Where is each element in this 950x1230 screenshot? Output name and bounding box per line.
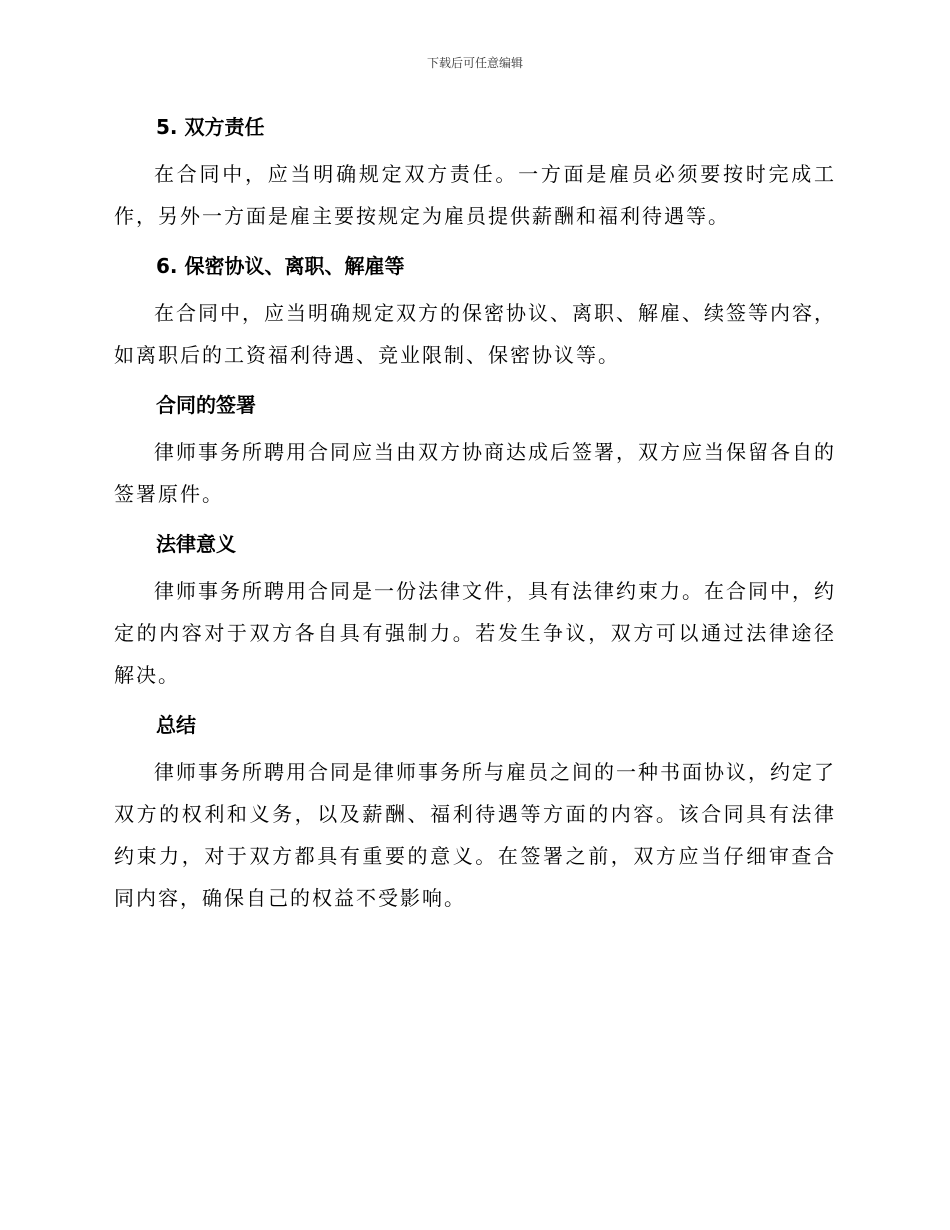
section-legal-significance (114, 528, 836, 696)
section-heading: 6. 保密协议、离职、解雇等 (156, 254, 405, 278)
section-heading: 5. 双方责任 (156, 115, 265, 139)
page-header: 下载后可任意编辑 (426, 56, 523, 70)
section-paragraph: 律师事务所聘用合同应当由双方协商达成后签署，双方应当保留各自的签署原件。 (114, 440, 836, 506)
document-body (114, 111, 836, 932)
section-paragraph: 在合同中，应当明确规定双方的保密协议、离职、解雇、续签等内容，如离职后的工资福利待遇、竞业限制、保密协议等。 (114, 301, 836, 367)
section-confidentiality (114, 250, 836, 376)
section-heading: 法律意义 (156, 532, 236, 556)
section-heading: 总结 (156, 713, 196, 737)
section-paragraph: 在合同中，应当明确规定双方责任。一方面是雇员必须要按时完成工作，另外一方面是雇主要按规定为雇员提供薪酬和福利待遇等。 (114, 162, 836, 228)
section-heading: 合同的签署 (156, 393, 256, 417)
section-signing (114, 389, 836, 515)
section-paragraph: 律师事务所聘用合同是一份法律文件，具有法律约束力。在合同中，约定的内容对于双方各自具有强制力。若发生争议，双方可以通过法律途径解决。 (114, 579, 836, 687)
section-paragraph: 律师事务所聘用合同是律师事务所与雇员之间的一种书面协议，约定了双方的权利和义务，以及薪酬、福利待遇等方面的内容。该合同具有法律约束力，对于双方都具有重要的意义。在签署之前，双方应当仔细审查合同内容，确保自己的权益不受影响。 (114, 760, 836, 910)
section-summary (114, 709, 836, 919)
section-responsibilities (114, 111, 836, 237)
